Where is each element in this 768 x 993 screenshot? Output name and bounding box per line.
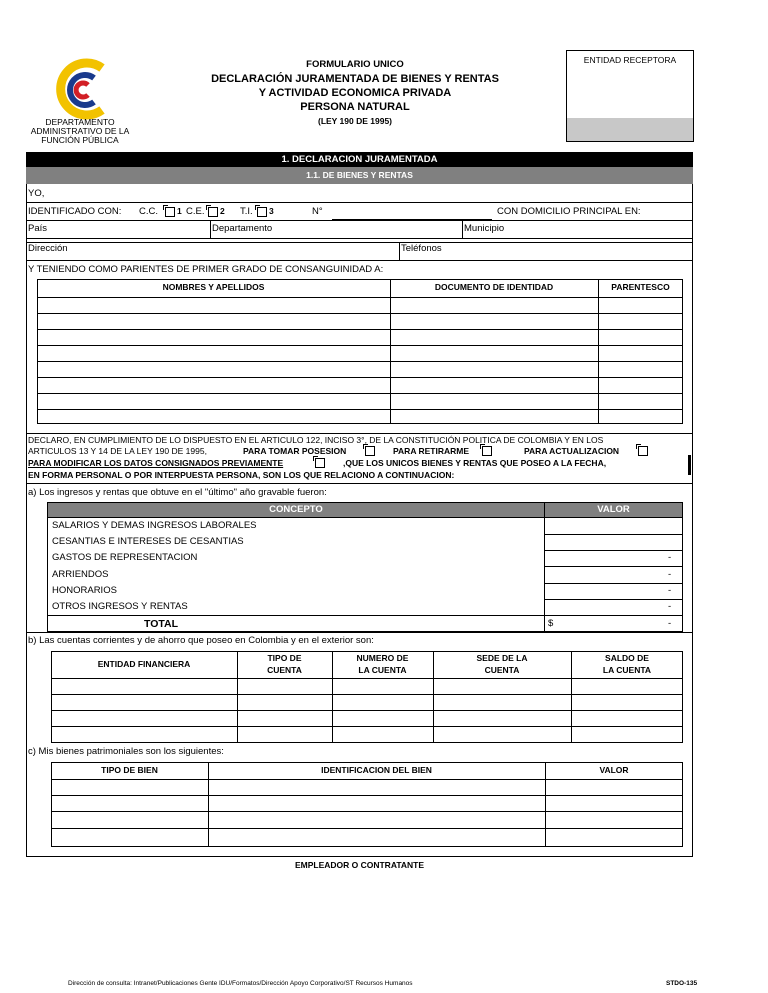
table-row[interactable]	[37, 393, 683, 394]
form-title-line1: DECLARACIÓN JURAMENTADA DE BIENES Y RENTAS	[211, 73, 499, 85]
retire-checkbox[interactable]	[482, 446, 492, 456]
retire-label: PARA RETIRARME	[393, 446, 470, 456]
accounts-header-seat-line2: CUENTA	[484, 665, 520, 675]
relatives-header-relationship: PARENTESCO	[611, 282, 670, 292]
dept-name-line3: FUNCIÓN PÚBLICA	[41, 135, 119, 145]
form-title-line2: Y ACTIVIDAD ECONOMICA PRIVADA	[258, 87, 452, 99]
dept-name-line1: DEPARTAMENTO	[45, 117, 115, 127]
income-total-label: TOTAL	[144, 618, 179, 630]
income-total-currency: $	[548, 618, 554, 629]
section1-title: 1. DECLARACION JURAMENTADA	[26, 152, 693, 167]
frame-edge-mark	[688, 455, 691, 475]
assets-header-identification: IDENTIFICACION DEL BIEN	[321, 765, 432, 775]
form-title-line3: PERSONA NATURAL	[300, 101, 410, 113]
table-row[interactable]	[51, 795, 683, 796]
modify-checkbox[interactable]	[315, 458, 325, 468]
accounts-header-balance-line1: SALDO DE	[605, 653, 649, 663]
income-intro: a) Los ingresos y rentas que obtuve en el "último" año gravable fueron:	[28, 487, 327, 498]
receiving-entity-stamp-band	[567, 118, 693, 141]
domicile-label: CON DOMICILIO PRINCIPAL EN:	[497, 206, 641, 217]
accounts-header-type-line2: CUENTA	[267, 665, 302, 675]
accounts-header-balance-line2: LA CUENTA	[602, 665, 652, 675]
footer-path: Dirección de consulta: Intranet/Publicaciones Gente IDU/Formatos/Dirección Apoyo Corporativo/ST Recursos Humanos	[68, 980, 413, 987]
assets-header-type: TIPO DE BIEN	[101, 765, 158, 775]
cc-checkbox[interactable]	[165, 207, 175, 217]
income-row-value[interactable]: -	[668, 585, 672, 596]
update-label: PARA ACTUALIZACION	[524, 446, 620, 456]
section1-subtitle: 1.1. DE BIENES Y RENTAS	[26, 167, 693, 184]
address-field[interactable]: Dirección	[28, 243, 68, 254]
income-row-concept: ARRIENDOS	[52, 569, 109, 580]
table-row[interactable]	[51, 828, 683, 829]
table-row[interactable]	[37, 329, 683, 330]
income-row-concept: GASTOS DE REPRESENTACION	[52, 552, 198, 563]
department-field[interactable]: Departamento	[212, 223, 273, 234]
municipality-field[interactable]: Municipio	[464, 223, 505, 234]
identified-with-label: IDENTIFICADO CON:	[28, 206, 122, 217]
accounts-header-number-line1: NUMERO DE	[356, 653, 409, 663]
income-row-concept: SALARIOS Y DEMAS INGRESOS LABORALES	[52, 520, 257, 531]
cc-number: 1	[177, 206, 182, 216]
table-row[interactable]	[51, 726, 683, 727]
income-row-value[interactable]: -	[668, 569, 672, 580]
relatives-header-document: DOCUMENTO DE IDENTIDAD	[434, 282, 554, 292]
table-row[interactable]	[37, 345, 683, 346]
assets-intro: c) Mis bienes patrimoniales son los siguientes:	[28, 746, 224, 757]
income-row-concept: CESANTIAS E INTERESES DE CESANTIAS	[52, 536, 244, 547]
income-header-concept: CONCEPTO	[48, 503, 544, 517]
take-possession-label: PARA TOMAR POSESION	[243, 446, 347, 456]
declaration-line2: ARTICULOS 13 Y 14 DE LA LEY 190 DE 1995,	[28, 446, 207, 456]
ti-checkbox[interactable]	[257, 207, 267, 217]
footer-code: STDO-135	[666, 980, 698, 987]
law-reference: (LEY 190 DE 1995)	[317, 116, 393, 126]
ce-label: C.E.	[186, 206, 205, 217]
declaration-line1: DECLARO, EN CUMPLIMIENTO DE LO DISPUESTO EN EL ARTICULO 122, INCISO 3°, DE LA CONSTITUCIÓN POLITICA DE COLOMBIA Y EN LOS	[28, 435, 604, 445]
update-checkbox[interactable]	[638, 446, 648, 456]
ce-number: 2	[220, 206, 225, 216]
income-row-value[interactable]: -	[668, 601, 672, 612]
table-row[interactable]	[37, 361, 683, 362]
accounts-header-type-line1: TIPO DE	[267, 653, 302, 663]
cc-label: C.C.	[139, 206, 158, 217]
assets-header-value: VALOR	[599, 765, 629, 775]
modify-label: PARA MODIFICAR LOS DATOS CONSIGNADOS PREVIAMENTE	[28, 458, 284, 468]
relatives-table	[37, 279, 683, 424]
table-row[interactable]	[51, 694, 683, 695]
income-row-value[interactable]: -	[668, 552, 672, 563]
ce-checkbox[interactable]	[208, 207, 218, 217]
income-header-value: VALOR	[545, 503, 682, 517]
table-row[interactable]	[37, 313, 683, 314]
ti-label: T.I.	[240, 206, 253, 217]
accounts-header-number-line2: LA CUENTA	[358, 665, 407, 675]
form-name: FORMULARIO UNICO	[306, 59, 404, 70]
employer-title: EMPLEADOR O CONTRATANTE	[294, 860, 425, 870]
declaration-line4: EN FORMA PERSONAL O POR INTERPUESTA PERSONA, SON LOS QUE RELACIONO A CONTINUACION:	[28, 470, 455, 480]
id-number-label: N°	[312, 206, 323, 217]
receiving-entity-label: ENTIDAD RECEPTORA	[583, 55, 677, 65]
income-row-concept: OTROS INGRESOS Y RENTAS	[52, 601, 188, 612]
table-row[interactable]	[37, 409, 683, 410]
table-row[interactable]	[51, 710, 683, 711]
relatives-intro: Y TENIENDO COMO PARIENTES DE PRIMER GRADO DE CONSANGUINIDAD A:	[28, 264, 384, 275]
phones-field[interactable]: Teléfonos	[401, 243, 442, 254]
income-row-concept: HONORARIOS	[52, 585, 117, 596]
unique-assets-text: ,QUE LOS UNICOS BIENES Y RENTAS QUE POSEO A LA FECHA,	[343, 458, 607, 468]
table-row[interactable]	[51, 811, 683, 812]
receiving-entity-box[interactable]	[566, 50, 694, 142]
income-total-value[interactable]: -	[668, 618, 672, 629]
accounts-intro: b) Las cuentas corrientes y de ahorro que poseo en Colombia y en el exterior son:	[28, 635, 374, 646]
country-field[interactable]: País	[28, 223, 48, 234]
table-row[interactable]	[37, 377, 683, 378]
dafp-logo-icon	[50, 58, 112, 120]
take-possession-checkbox[interactable]	[365, 446, 375, 456]
relatives-header-names: NOMBRES Y APELLIDOS	[162, 282, 265, 292]
ti-number: 3	[269, 206, 274, 216]
dept-name-line2: ADMINISTRATIVO DE LA	[30, 126, 130, 136]
yo-label: YO,	[28, 188, 45, 199]
accounts-header-seat-line1: SEDE DE LA	[476, 653, 528, 663]
accounts-header-entity: ENTIDAD FINANCIERA	[97, 659, 191, 669]
